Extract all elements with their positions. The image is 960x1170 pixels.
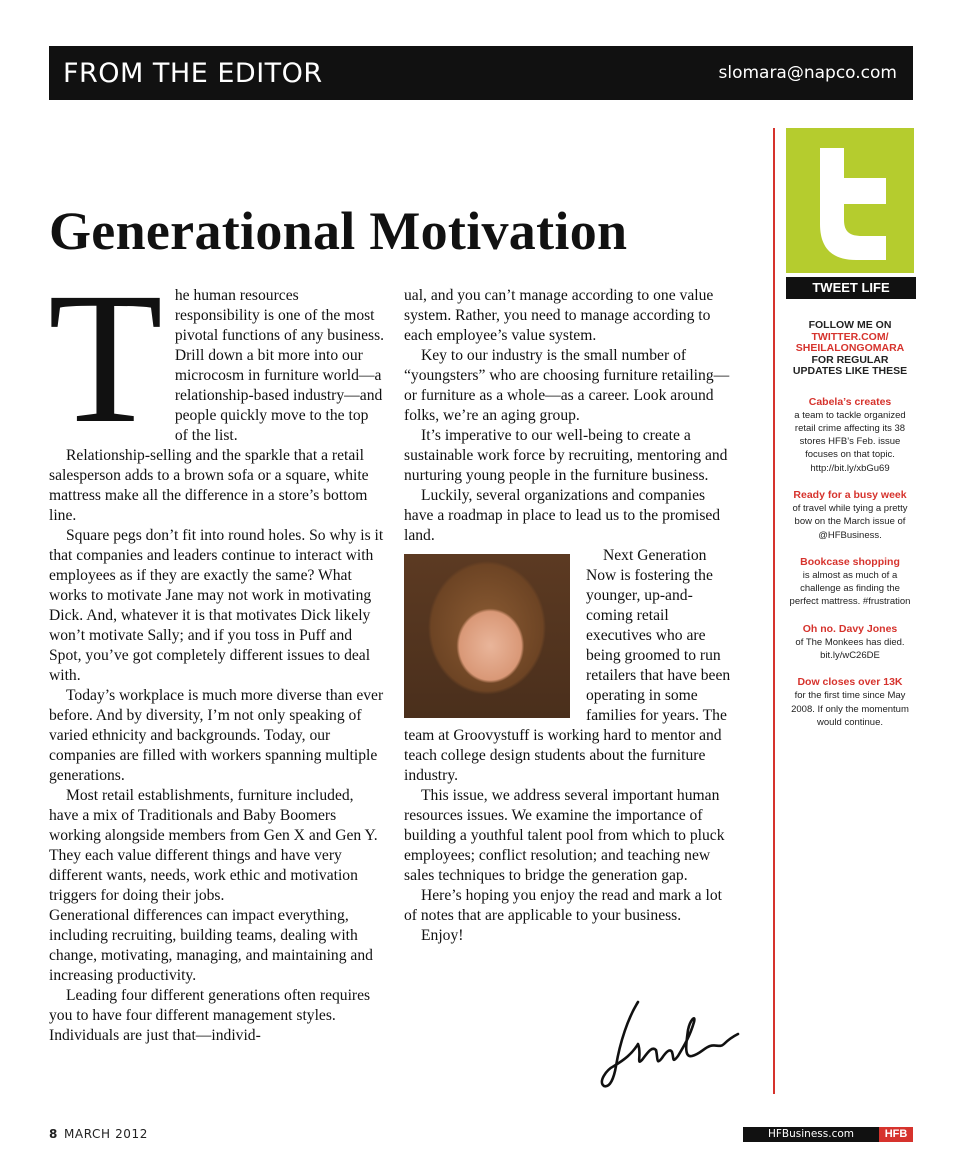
twitter-logo-box bbox=[786, 128, 914, 273]
tweet-text: a team to tackle organized retail crime affecting its 38 stores HFB’s Feb. issue focuses on that topic. http://bit.ly/xbGu69 bbox=[794, 409, 906, 474]
tweet-item bbox=[786, 623, 914, 663]
issue-date: MARCH 2012 bbox=[63, 1127, 149, 1141]
tweet-text: of travel while tying a pretty bow on the March issue of @HFBusiness. bbox=[792, 502, 908, 541]
editor-email-link[interactable]: slomara@napco.com bbox=[718, 63, 897, 83]
section-header-bar bbox=[49, 46, 913, 100]
twitter-t-icon bbox=[786, 128, 914, 273]
follow-line: FOR REGULAR UPDATES LIKE THESE bbox=[792, 353, 908, 377]
article-column-2 bbox=[404, 286, 734, 946]
paragraph: Today’s workplace is much more diverse than ever before. And by diversity, I’m not only speaking of varied ethnicity and backgrounds. Today, our companies are filled with workers spanning multiple generations. bbox=[49, 687, 384, 784]
paragraph: Key to our industry is the small number of “youngsters” who are choosing furniture retailing—or furniture as a whole—as a career. Look around folks, we’re an aging group. bbox=[404, 347, 730, 424]
paragraph: Most retail establishments, furniture included, have a mix of Traditionals and Baby Boomers working alongside members from Gen X and Gen Y. They each value different things and have very different wants, needs, work ethic and motivation triggers for doing their jobs. bbox=[49, 787, 378, 904]
tweet-sidebar bbox=[786, 320, 914, 743]
article-headline: Generational Motivation bbox=[49, 201, 628, 261]
tweet-heading: Dow closes over 13K bbox=[797, 676, 903, 689]
page-number: 8 bbox=[49, 1127, 58, 1141]
paragraph: he human resources responsibility is one of the most pivotal functions of any business. Drill down a bit more into our microcosm in furniture world—a relationship-based industry—and people quickly move to the top of the list. bbox=[174, 287, 385, 444]
sidebar-divider bbox=[773, 128, 775, 1094]
paragraph: ual, and you can’t manage according to one value system. Rather, you need to manage according to each employee’s value system. bbox=[404, 287, 714, 344]
page-folio bbox=[49, 1127, 148, 1141]
follow-prompt bbox=[786, 320, 914, 378]
follow-line: FOLLOW ME ON bbox=[808, 319, 892, 331]
article-column-1 bbox=[48, 253, 385, 1046]
tweet-heading: Cabela’s creates bbox=[808, 395, 892, 408]
drop-cap: T bbox=[48, 253, 163, 462]
paragraph: Leading four different generations often requires you to have four different management styles. Individuals are just that—individ- bbox=[49, 987, 371, 1044]
paragraph: Relationship-selling and the sparkle that a retail salesperson adds to a brown sofa or a square, white mattress make all the difference in a store’s bottom line. bbox=[49, 447, 369, 524]
tweet-item bbox=[786, 489, 914, 542]
paragraph: Generational differences can impact everything, including recruiting, building teams, dealing with change, motivating, managing, and maintaining and increasing productivity. bbox=[49, 907, 373, 984]
tweet-item bbox=[786, 396, 914, 475]
paragraph: Luckily, several organizations and companies have a roadmap in place to lead us to the promised land. bbox=[404, 487, 721, 544]
paragraph: Enjoy! bbox=[421, 927, 464, 944]
tweet-heading: Oh no. Davy Jones bbox=[802, 622, 898, 635]
tweet-heading: Ready for a busy week bbox=[793, 488, 907, 501]
section-title: FROM THE EDITOR bbox=[63, 58, 323, 89]
editor-signature bbox=[598, 996, 740, 1092]
site-url-link[interactable]: HFBusiness.com bbox=[743, 1127, 879, 1142]
paragraph: It’s imperative to our well-being to create a sustainable work force by recruiting, mentoring and nurturing young people in the furniture business. bbox=[404, 427, 728, 484]
paragraph: Here’s hoping you enjoy the read and mark a lot of notes that are applicable to your business. bbox=[404, 887, 722, 924]
paragraph: Next Generation Now is fostering the younger, up-and-coming retail executives who are being groomed to run retailers that have been operating in some families for years. The team at Groovystuff is working hard to mentor and teach college design students about the furniture industry. bbox=[404, 547, 731, 784]
tweet-text: of The Monkees has died. bit.ly/wC26DE bbox=[795, 636, 905, 662]
tweet-life-label: TWEET LIFE bbox=[786, 277, 916, 299]
tweet-text: for the first time since May 2008. If only the momentum would continue. bbox=[791, 690, 909, 728]
tweet-item bbox=[786, 556, 914, 609]
editor-portrait-photo bbox=[404, 554, 570, 718]
tweet-item bbox=[786, 676, 914, 729]
paragraph: Square pegs don’t fit into round holes. So why is it that companies and leaders continue to interact with employees as if they are exactly the same? What works to motivate Jane may not work in motivating Dick. And, whatever it is that motivates Dick likely won’t motivate Sally; and if you toss in Puff and Spot, you’ve got completely different issues to deal with. bbox=[49, 527, 384, 684]
hfb-logo: HFB bbox=[879, 1127, 913, 1142]
tweet-heading: Bookcase shopping bbox=[800, 555, 900, 568]
twitter-handle-link[interactable]: TWITTER.COM/ SHEILALONGOMARA bbox=[795, 330, 905, 354]
tweet-text: is almost as much of a challenge as finding the perfect mattress. #frustration bbox=[789, 569, 911, 608]
paragraph: This issue, we address several important human resources issues. We examine the importance of building a youthful talent pool from which to pluck employees; conflict resolution; and teaching new sales techniques to bridge the generation gap. bbox=[404, 787, 725, 884]
